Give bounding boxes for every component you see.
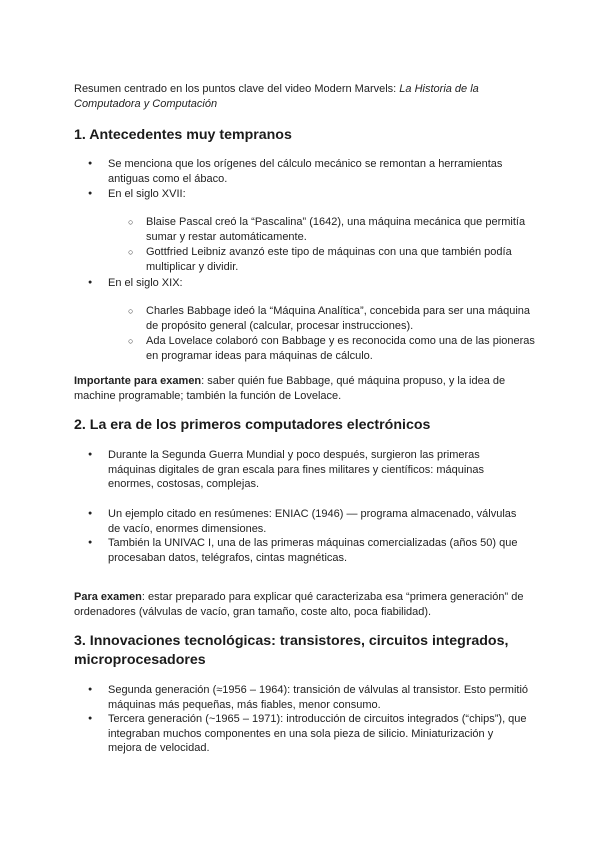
intro-paragraph bbox=[74, 82, 514, 112]
exam-note-label: Importante para examen bbox=[74, 375, 202, 387]
section-1-bullet-1: ● Se menciona que los orígenes del cálculo mecánico se remontan a herramientas antiguas como el ábaco. bbox=[108, 157, 528, 186]
section-1-bullet-3: ● En el siglo XIX: bbox=[108, 276, 528, 291]
section-1-subbullet-leibniz: ○ Gottfried Leibniz avanzó este tipo de máquinas con una que también podía multiplicar y dividir. bbox=[146, 245, 536, 274]
intro-text: Resumen centrado en los puntos clave del video Modern Marvels: bbox=[74, 83, 400, 95]
exam-note-text: : saber quién fue Babbage, qué máquina propuso, y la idea de machine programable; también la función de Lovelace. bbox=[74, 375, 506, 402]
section-3-bullet-2: ● Tercera generación (~1965 – 1971): introducción de circuitos integrados (“chips”), que integraban muchos componentes en una sola pieza de silicio. Miniaturización y mejora de velocidad. bbox=[108, 712, 528, 756]
section-3-bullet-1: ● Segunda generación (≈1956 – 1964): transición de válvulas al transistor. Esto permitió máquinas más pequeñas, más fiables, menor consumo. bbox=[108, 683, 528, 712]
section-1-exam-note bbox=[74, 374, 534, 404]
section-2-heading: 2. La era de los primeros computadores electrónicos bbox=[74, 417, 431, 433]
section-2-bullet-2: ● Un ejemplo citado en resúmenes: ENIAC (1946) — programa almacenado, válvulas de vacío, enormes dimensiones. bbox=[108, 507, 528, 536]
section-1-subbullet-lovelace: ○ Ada Lovelace colaboró con Babbage y es reconocida como una de las pioneras en programar ideas para máquinas de cálculo. bbox=[146, 334, 536, 363]
section-2-exam-note bbox=[74, 590, 534, 620]
section-2-bullet-1: ● Durante la Segunda Guerra Mundial y poco después, surgieron las primeras máquinas digitales de gran escala para fines militares y científicos: máquinas enormes, costosas, complejas. bbox=[108, 448, 528, 492]
intro-video-title: La Historia de la Computadora y Computación bbox=[74, 83, 479, 110]
section-1-bullet-2: ● En el siglo XVII: bbox=[108, 187, 528, 202]
exam-note-label: Para examen bbox=[74, 591, 142, 603]
section-1-heading: 1. Antecedentes muy tempranos bbox=[74, 127, 292, 143]
exam-note-text: : estar preparado para explicar qué caracterizaba esa “primera generación” de ordenadores (válvulas de vacío, gran tamaño, coste alto, poca fiabilidad). bbox=[74, 591, 524, 618]
section-1-subbullet-pascal: ○ Blaise Pascal creó la “Pascalina” (1642), una máquina mecánica que permitía sumar y restar automáticamente. bbox=[146, 215, 536, 244]
section-2-bullet-3: ● También la UNIVAC I, una de las primeras máquinas comercializadas (años 50) que procesaban datos, telégrafos, cintas magnéticas. bbox=[108, 536, 528, 565]
section-1-subbullet-babbage: ○ Charles Babbage ideó la “Máquina Analítica”, concebida para ser una máquina de propósito general (calcular, procesar instrucciones). bbox=[146, 304, 536, 333]
section-3-heading: 3. Innovaciones tecnológicas: transistores, circuitos integrados, microprocesadores bbox=[74, 633, 509, 668]
